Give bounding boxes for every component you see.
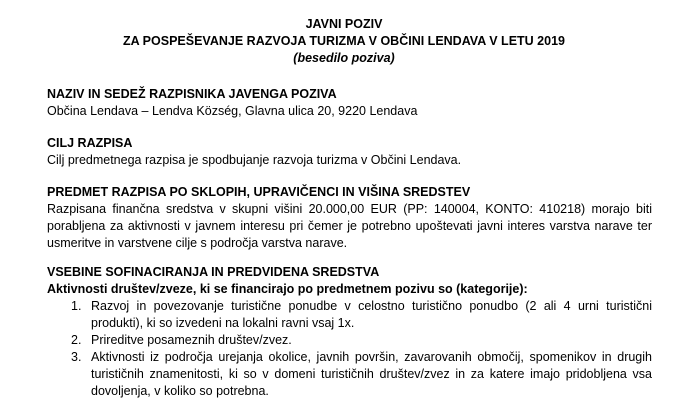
section-vsebine [47, 264, 652, 400]
list-item-text: Aktivnosti iz področja urejanja okolice, javnih površin, zavarovanih območij, spomenikov in drugih turističnih znamenitosti, ki so v domeni turističnih društev/zvez in za katere imajo pridobljena vsa dovoljenja, v koliko so potrebna. [91, 350, 652, 398]
header-title: JAVNI POZIV [305, 17, 383, 31]
list-item-text: Prireditve posameznih društev/zvez. [91, 333, 292, 347]
section-cilj-text: Cilj predmetnega razpisa je spodbujanje razvoja turizma v Občini Lendava. [47, 153, 462, 167]
list-item [47, 332, 652, 349]
section-predmet [47, 184, 652, 252]
list-item-text: Razvoj in povezovanje turistične ponudbe v celostno turistično ponudbo (2 ali 4 urni turistični produkti), ki so izvedeni na lokalni ravni vsaj 1x. [91, 299, 652, 330]
list-item-number: 1. [71, 299, 82, 313]
section-predmet-text: Razpisana finančna sredstva v skupni višini 20.000,00 EUR (PP: 140004, KONTO: 410218) morajo biti porabljena za aktivnosti v javnem interesu pri čemer je potrebno upoštevati javni interes varstva narave ter usmeritve in varstvene cilje s področja varstva narave. [47, 202, 652, 250]
section-naziv [47, 86, 652, 120]
header-subtitle: ZA POSPEŠEVANJE RAZVOJA TURIZMA V OBČINI LENDAVA V LETU 2019 [123, 34, 565, 48]
section-naziv-title: NAZIV IN SEDEŽ RAZPISNIKA JAVENGA POZIVA [47, 87, 337, 101]
list-item [47, 298, 652, 332]
section-cilj [47, 135, 652, 169]
section-vsebine-subtitle: Aktivnosti društev/zveze, ki se financirajo po predmetnem pozivu so (kategorije): [47, 282, 528, 296]
list-item [47, 349, 652, 400]
section-predmet-title: PREDMET RAZPISA PO SKLOPIH, UPRAVIČENCI IN VIŠINA SREDSTEV [47, 185, 471, 199]
section-cilj-title: CILJ RAZPISA [47, 136, 133, 150]
list-item-number: 2. [71, 333, 82, 347]
list-item-number: 3. [71, 350, 82, 364]
category-list [47, 298, 652, 400]
document-header [0, 16, 688, 67]
section-naziv-text: Občina Lendava – Lendva Község, Glavna ulica 20, 9220 Lendava [47, 104, 418, 118]
header-note: (besedilo poziva) [293, 51, 395, 65]
section-vsebine-title: VSEBINE SOFINACIRANJA IN PREDVIDENA SREDSTVA [47, 265, 380, 279]
